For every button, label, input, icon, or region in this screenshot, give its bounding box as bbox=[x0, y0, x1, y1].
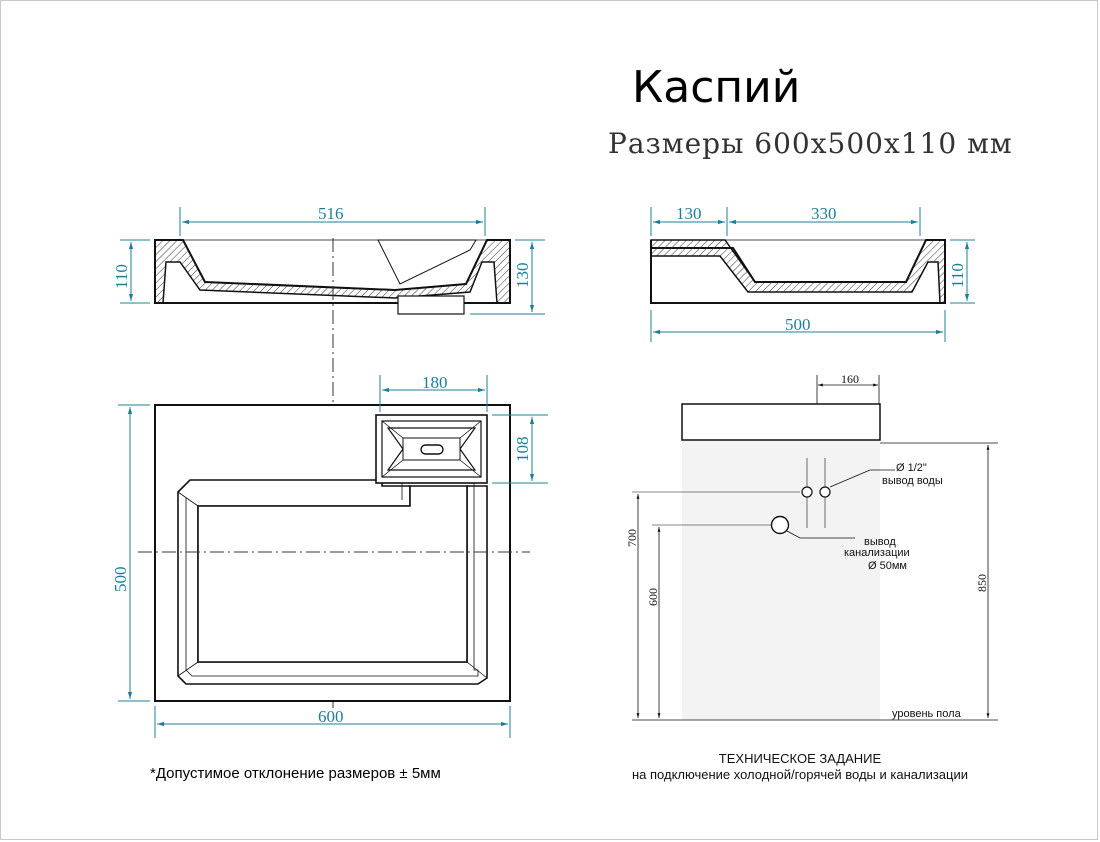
water-outlet-label: вывод воды bbox=[882, 475, 943, 487]
dim-110-side-label: 110 bbox=[948, 263, 967, 288]
dim-500-top-label: 500 bbox=[111, 566, 130, 592]
sink-slab bbox=[682, 404, 880, 440]
cold-water-outlet bbox=[802, 487, 812, 497]
dim-516-label: 516 bbox=[318, 204, 344, 223]
floor-label: уровень пола bbox=[892, 708, 961, 720]
product-subtitle: Размеры 600х500х110 мм bbox=[608, 127, 1013, 160]
dim-180-label: 180 bbox=[422, 373, 448, 392]
sewer-label-line1: вывод bbox=[864, 536, 896, 548]
installation-scheme bbox=[625, 372, 998, 720]
tech-subtitle: на подключение холодной/горячей воды и канализации bbox=[631, 767, 969, 782]
dim-110-label: 110 bbox=[112, 264, 131, 289]
dim-108-label: 108 bbox=[513, 436, 532, 462]
sewer-label-line2: канализации bbox=[844, 547, 910, 559]
dim-600-install-label: 600 bbox=[646, 588, 660, 606]
top-view bbox=[155, 405, 510, 701]
dim-130-side-label: 130 bbox=[676, 204, 702, 223]
sewer-diameter-label: Ø 50мм bbox=[868, 560, 907, 572]
dim-160-label: 160 bbox=[841, 372, 859, 386]
tech-title: ТЕХНИЧЕСКОЕ ЗАДАНИЕ bbox=[718, 751, 882, 766]
water-diameter-label: Ø 1/2" bbox=[896, 462, 927, 474]
wall-area bbox=[682, 440, 880, 720]
dim-330-label: 330 bbox=[811, 204, 837, 223]
dim-700-label: 700 bbox=[625, 529, 639, 547]
dim-130-label: 130 bbox=[513, 262, 532, 288]
dim-500-side-label: 500 bbox=[785, 315, 811, 334]
side-section-view bbox=[651, 240, 945, 303]
dim-850-label: 850 bbox=[975, 574, 989, 592]
sewer-outlet bbox=[772, 517, 789, 534]
product-title: Каспий bbox=[632, 62, 801, 113]
dim-600-label: 600 bbox=[318, 707, 344, 726]
front-dim-516 bbox=[180, 204, 485, 236]
hot-water-outlet bbox=[820, 487, 830, 497]
front-dim-110 bbox=[112, 240, 150, 303]
tolerance-note: *Допустимое отклонение размеров ± 5мм bbox=[150, 765, 441, 782]
